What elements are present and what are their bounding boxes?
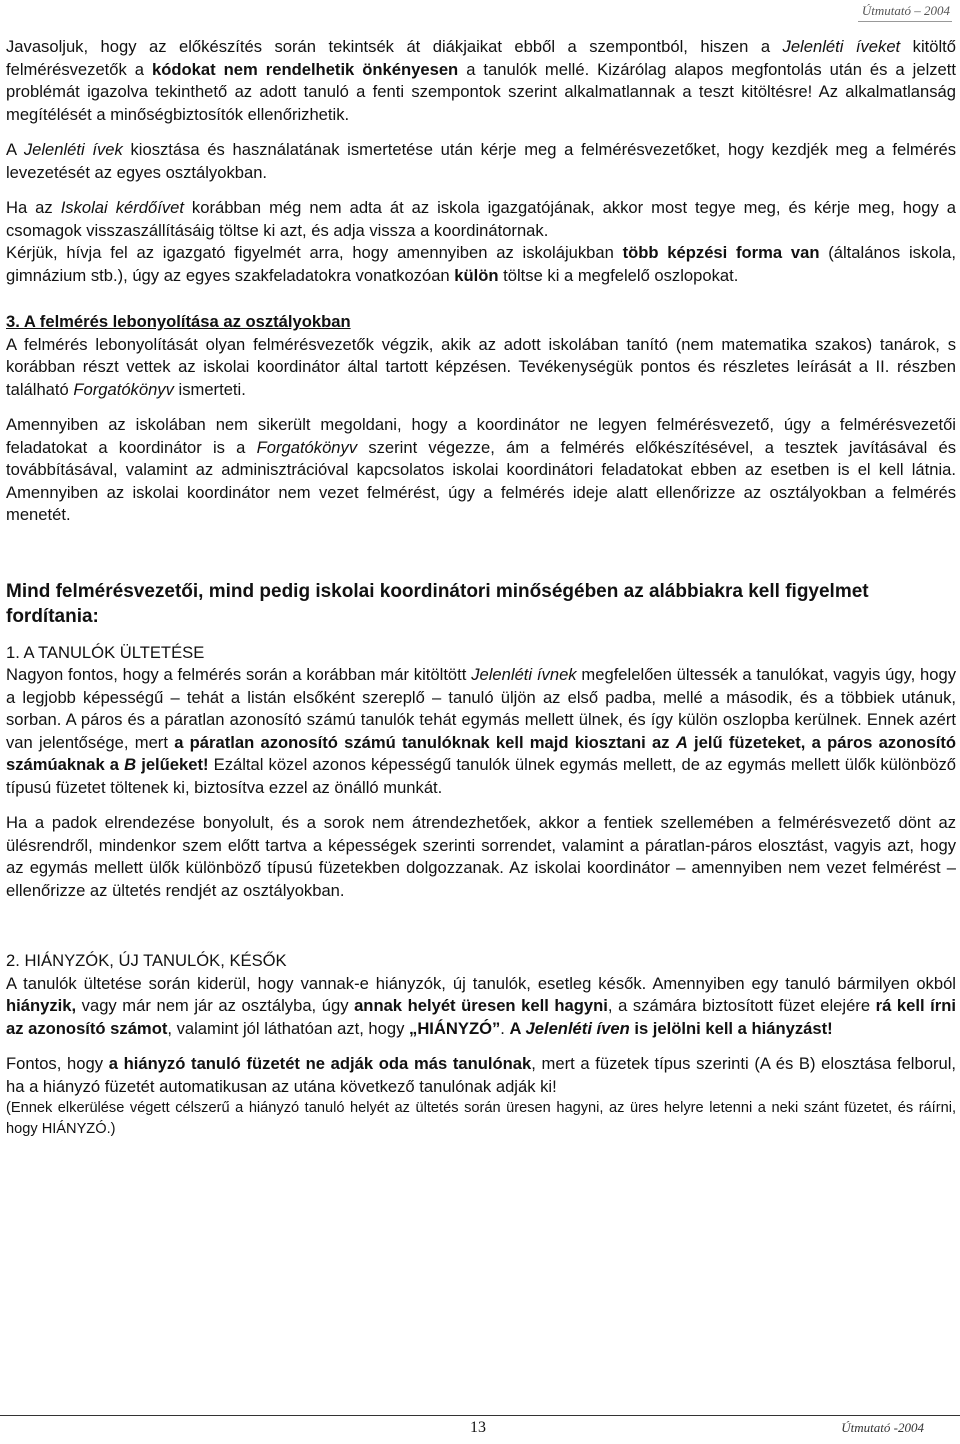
paragraph-koordinator <box>6 414 956 527</box>
text-run: megfelelően ültessék a tanulókat, vagyis úgy, hogy a legjobb képességű – tehát a listán elsőként szereplő – tanuló üljön az első padba, mellé a második, és a többiek utánuk, sorban. A páros és a páratlan azonosító számú tanulók tehát egymás mellett ülnek, és így külön oszlopba kerülnek. Ennek azért van jelentősége, mert <box>6 665 957 752</box>
text-run: , valamint jól láthatóan azt, hogy <box>167 1018 410 1038</box>
subsection-title-ultetes <box>6 642 956 665</box>
text-run: Jelenléti ívnek <box>471 665 577 684</box>
text-run: több képzési forma van <box>622 243 820 262</box>
document-body <box>6 36 956 1140</box>
paragraph-ultetes <box>6 664 956 799</box>
text-run: (Ennek elkerülése végett célszerű a hiányzó tanuló helyét az ültetés során üresen hagyni, az üres helyre letenni a neki szánt füzetet, és ráírni, hogy HIÁNYZÓ.) <box>6 1100 956 1137</box>
paragraph-jelenleti-kiosztas <box>6 139 956 184</box>
paragraph-hianyzok <box>6 973 956 1041</box>
text-run: Ha az <box>6 198 61 217</box>
text-run: Ha a padok elrendezése bonyolult, és a sorok nem átrendezhetőek, akkor a fentiek szellemében a felmérésvezető dönt az ülésrendről, mindenkor szem előtt tartva a képességek szerinti sorrendet, valamint a páratlan-páros elosztást, vagyis azt, hogy az egymás mellett ülők különböző típusú füzetekben dolgozzanak. Az iskolai koordinátor – amennyiben nem vezet felmérést – ellenőrizze az ültetés rendjét az osztályokban. <box>6 813 956 900</box>
text-run: Amennyiben az iskolában nem sikerült megoldani, hogy a koordinátor ne legyen felmérésvezető, úgy a felmérésvezetői feladatokat a koordinátor is a <box>6 415 956 457</box>
text-run: 3. A felmérés lebonyolítása az osztályokban <box>6 312 351 331</box>
header-title: Útmutató – 2004 <box>861 3 950 18</box>
text-run: töltse ki a megfelelő oszlopokat. <box>498 265 739 285</box>
text-run: 2. HIÁNYZÓK, ÚJ TANULÓK, KÉSŐK <box>6 951 287 970</box>
text-run: , mert a füzetek típus szerinti (A és B) elosztása felborul, ha a hiányzó füzetét automatikusan az utána következő tanulónak adják ki! <box>6 1054 956 1096</box>
paragraph-jelenleti-kodok <box>6 36 956 126</box>
text-run: Jelenléti íven <box>525 1018 630 1038</box>
text-run: ismerteti. <box>173 379 246 399</box>
text-run: Forgatókönyv <box>73 379 174 399</box>
page-footer <box>0 1415 960 1436</box>
text-run: (általános iskola, gimnázium stb.), úgy az egyes szakfeladatokra vonatkozóan <box>6 243 956 285</box>
text-run: kódokat nem rendelhetik önkényesen <box>152 59 459 79</box>
page-number: 13 <box>470 1419 486 1436</box>
text-run: Javasoljuk, hogy az előkészítés során tekintsék át diákjaikat ebből a szempontból, hiszen a <box>6 37 783 56</box>
text-run: kitöltő felmérésvezetők a <box>6 37 956 79</box>
text-run: jelű füzeteket, a páros azonosító számúaknak a <box>6 732 957 774</box>
text-run: Ezáltal közel azonos képességű tanulók ülnek egymás mellett, de az egymás mellett ülők különböző típusú füzetet töltenek ki, biztosítva ezzel az önálló munkát. <box>6 755 956 797</box>
text-run: is jelölni kell a hiányzást! <box>629 1018 833 1038</box>
text-run: rá kell írni az azonosító számot <box>6 996 956 1038</box>
text-run: A felmérés lebonyolítását olyan felmérésvezetők végzik, akik az adott iskolában tanító (nem matematika szakos) tanárok, s korábban részt vettek az iskolai koordinátor által tartott képzésen. Tevékenységük pontos és részletes leírását a II. részben található <box>6 334 956 399</box>
footer-title: Útmutató -2004 <box>841 1420 924 1435</box>
text-run: Kérjük, hívja fel az igazgató figyelmét arra, hogy amennyiben az iskolájukban <box>6 243 623 262</box>
paragraph-lebonyolitas <box>6 334 956 402</box>
paragraph-fuzet-elosztas <box>6 1053 956 1098</box>
section-heading <box>6 579 956 629</box>
text-run: Jelenléti íveket <box>782 37 901 56</box>
text-run: B <box>124 755 137 774</box>
text-run: Jelenléti ívek <box>23 140 123 159</box>
text-run: A tanulók ültetése során kiderül, hogy vannak-e hiányzók, új tanulók, esetleg késők. Amennyiben egy tanuló bármilyen okból <box>6 973 956 993</box>
text-run: Forgatókönyv <box>256 437 358 457</box>
text-run: 1. A TANULÓK ÜLTETÉSE <box>6 642 205 662</box>
text-run: Fontos, hogy <box>6 1054 109 1073</box>
paragraph-iskolai-kerdoiv <box>6 197 956 242</box>
paragraph-padok <box>6 812 956 902</box>
text-run: a tanulók mellé. Kizárólag alapos megfontolás után és a jelzett problémát igazolva tekinthető az adott tanuló a fenti szempontok szerint alkalmatlannak a teszt kitöltésre! Az alkalmatlanság megítélését a minőségbiztosítók ellenőrizhetik. <box>6 59 957 124</box>
running-header <box>858 3 952 22</box>
text-run: A <box>509 1018 526 1038</box>
text-run: „HIÁNYZÓ” <box>409 1018 501 1038</box>
text-run: jelűeket! <box>136 755 209 774</box>
paragraph-note <box>6 1098 956 1140</box>
text-run: A <box>6 140 24 159</box>
text-run: annak helyét üresen kell hagyni <box>354 996 608 1015</box>
subsection-title-hianyzok <box>6 950 956 973</box>
text-run: a hiányzó tanuló füzetét ne adják oda más tanulónak <box>108 1054 532 1073</box>
text-run: külön <box>454 265 499 285</box>
text-run: a páratlan azonosító számú tanulóknak kell majd kiosztani az <box>174 732 676 752</box>
text-run: A <box>675 732 688 752</box>
text-run: hiányzik, <box>6 996 77 1015</box>
text-run: Mind felmérésvezetői, mind pedig iskolai koordinátori minőségében az alábbiakra kell figyelmet fordítania: <box>6 580 869 627</box>
text-run: Iskolai kérdőívet <box>60 198 184 217</box>
section-3-title <box>6 311 956 334</box>
text-run: , a számára biztosított füzet elejére <box>607 996 876 1015</box>
paragraph-kepzesi-forma <box>6 242 956 287</box>
text-run: . <box>500 1018 510 1038</box>
text-run: szerint végezze, ám a felmérés előkészítésével, a tesztek javításával és továbbításával, valamint az adminisztrációval kapcsolatos iskolai koordinátori feladatokat ebben az esetben is el kell látnia. Amennyiben az iskolai koordinátor nem vezet felmérést, úgy a felmérés ideje alatt ellenőrizze az osztályokban a felmérés menetét. <box>6 437 956 524</box>
text-run: korábban még nem adta át az iskola igazgatójának, akkor most tegye meg, és kérje meg, hogy a csomagok visszaszállításáig töltse ki azt, és adja vissza a koordinátornak. <box>6 198 956 240</box>
text-run: Nagyon fontos, hogy a felmérés során a korábban már kitöltött <box>6 665 472 684</box>
text-run: vagy már nem jár az osztályba, úgy <box>76 996 355 1015</box>
text-run: kiosztása és használatának ismertetése után kérje meg a felmérésvezetőket, hogy kezdjék meg a felmérés levezetését az egyes osztályokban. <box>6 140 956 182</box>
